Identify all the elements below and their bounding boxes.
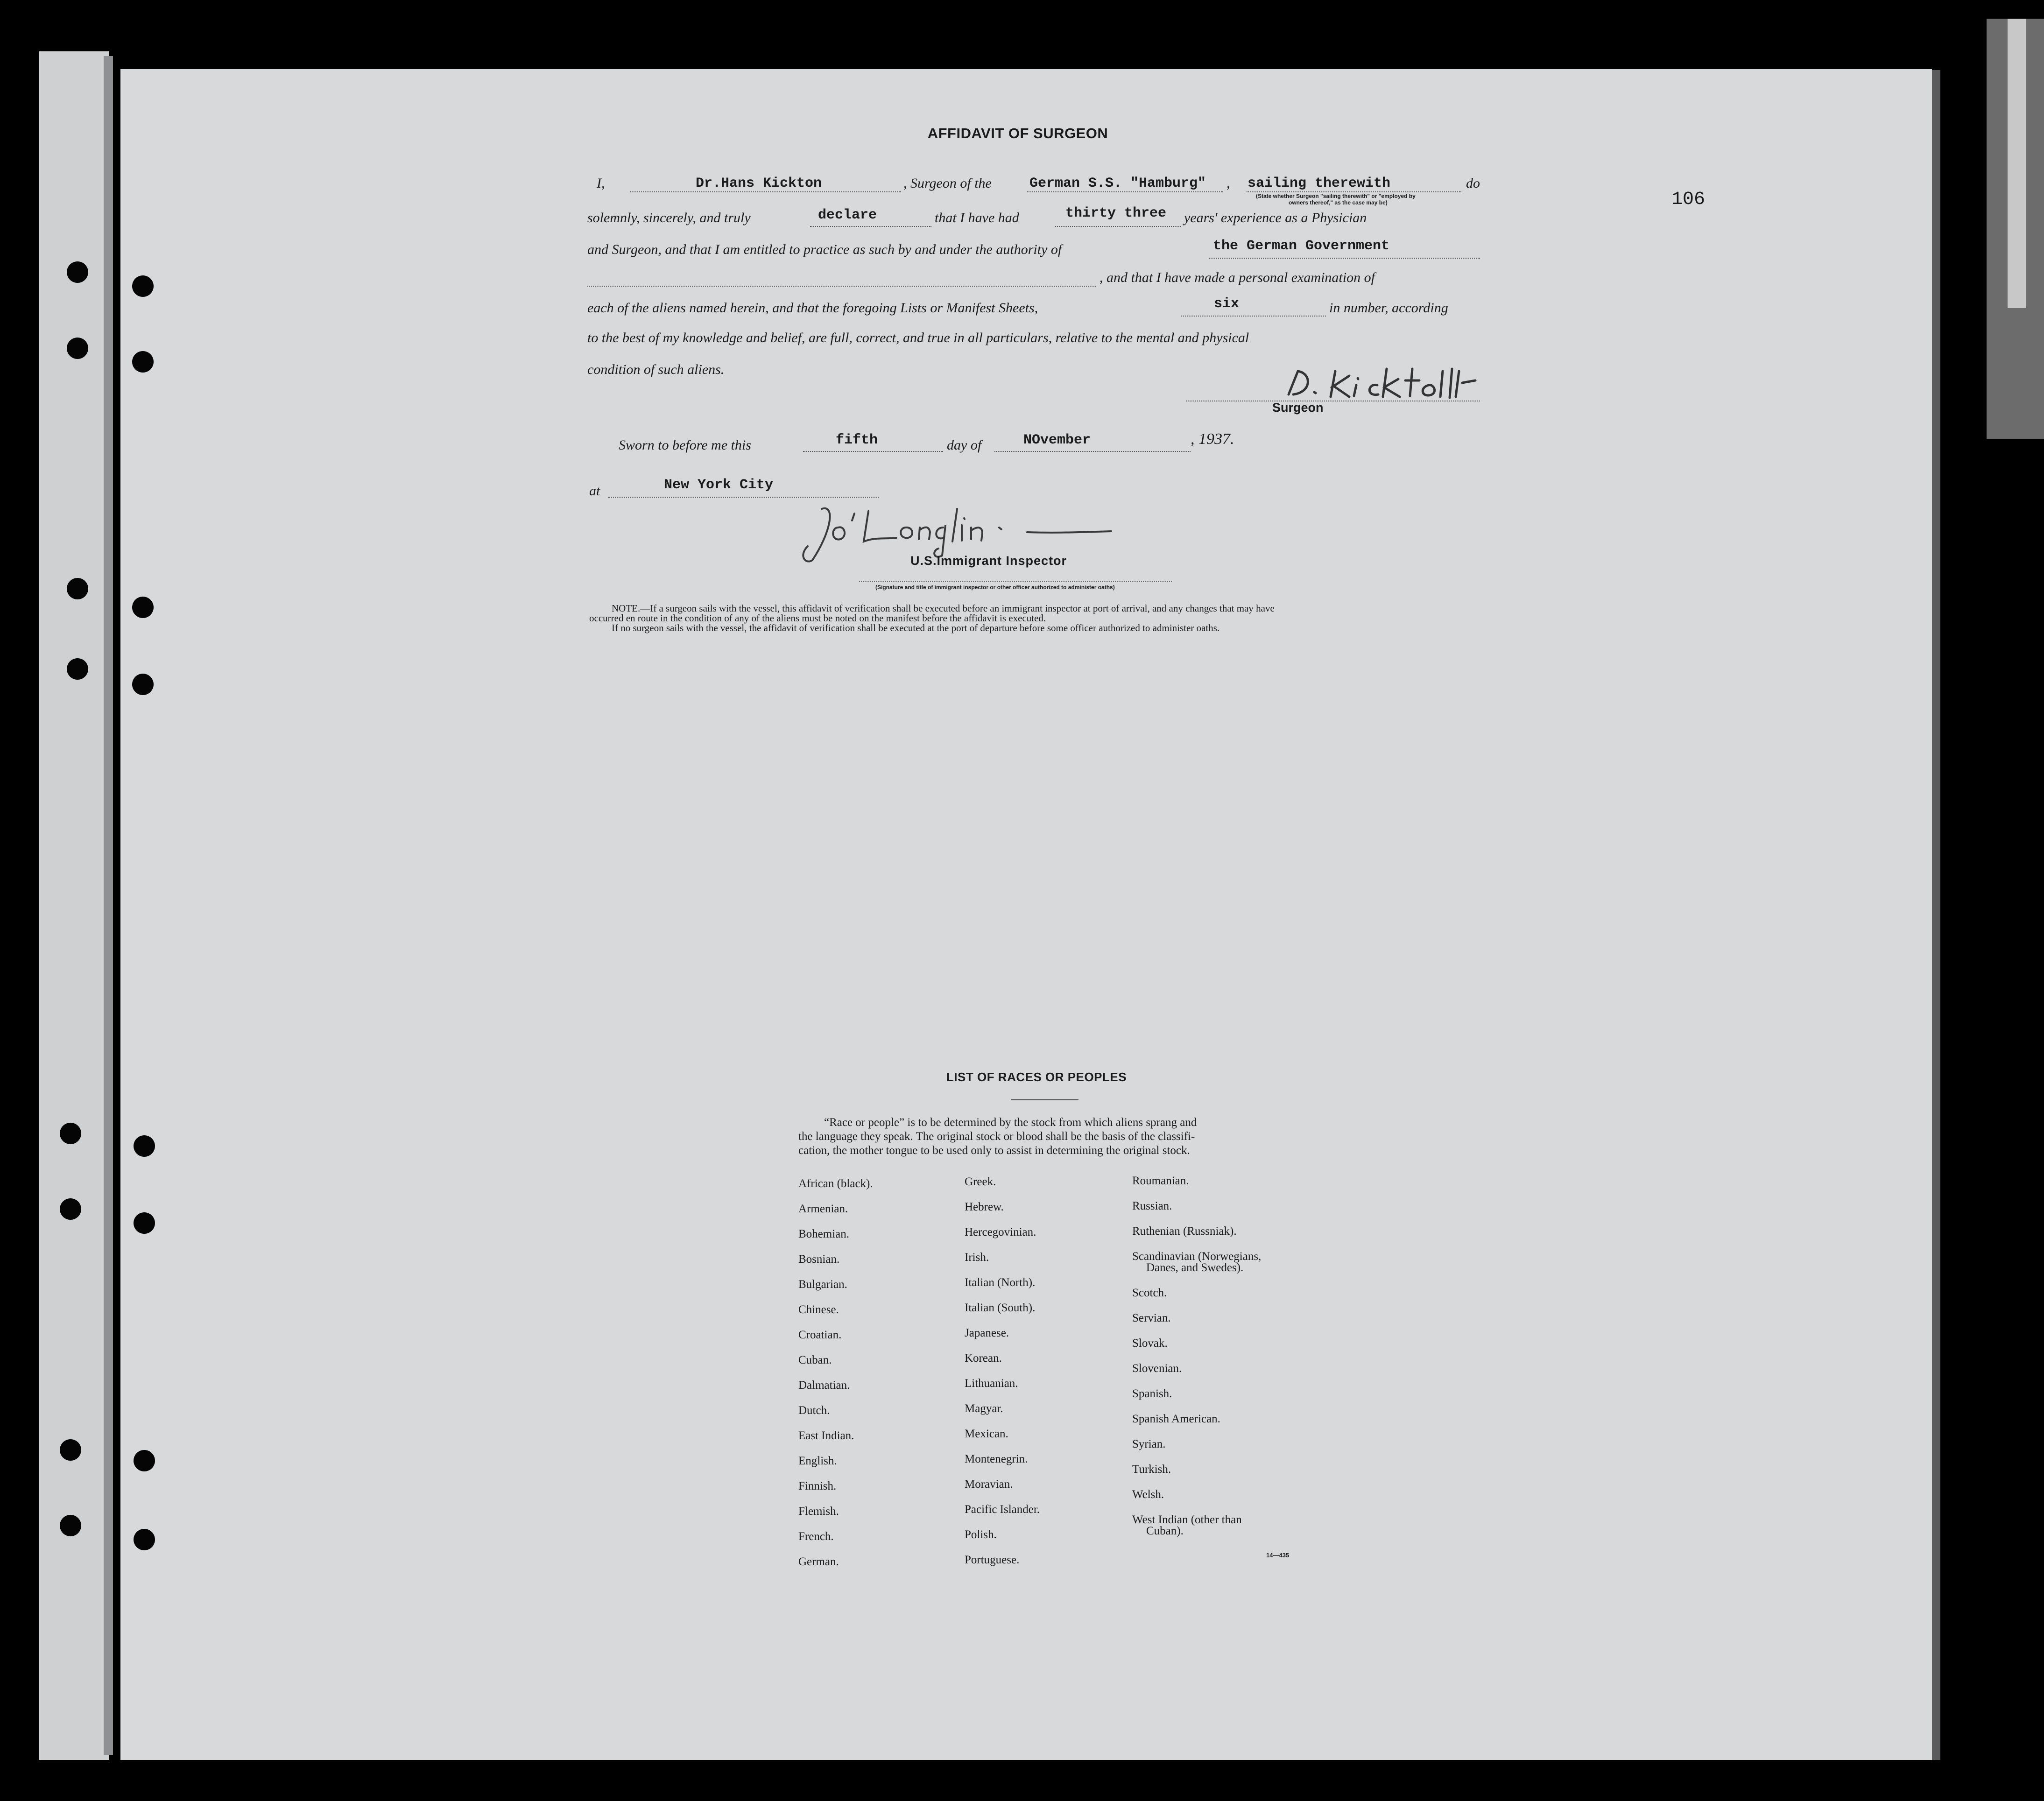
punch-hole (60, 1123, 81, 1144)
punch-hole (60, 1198, 81, 1220)
race-item: Mexican. (965, 1428, 1008, 1440)
line3-prefix: and Surgeon, and that I am entitled to practice as such by and under the authority of (587, 242, 1062, 257)
punch-hole (67, 658, 88, 680)
line1-comma: , (1226, 176, 1230, 191)
race-item: Flemish. (798, 1505, 839, 1518)
race-item: Finnish. (798, 1480, 837, 1492)
line5-prefix: each of the aliens named herein, and that the foregoing Lists or Manifest Sheets, (587, 300, 1038, 316)
race-item: Lithuanian. (965, 1377, 1018, 1390)
sworn-day-line (803, 451, 943, 452)
race-item: Montenegrin. (965, 1453, 1028, 1465)
race-item: Polish. (965, 1528, 997, 1541)
authority: the German Government (1213, 238, 1390, 254)
race-item: West Indian (other than (1132, 1513, 1242, 1526)
race-item: Magyar. (965, 1402, 1003, 1415)
race-item: English. (798, 1455, 837, 1467)
film-edge-highlight (2008, 19, 2026, 308)
punch-hole (60, 1439, 81, 1461)
sworn-year: , 1937. (1191, 430, 1234, 448)
punch-hole (67, 338, 88, 359)
years-experience: thirty three (1065, 205, 1167, 221)
punch-hole (134, 1450, 155, 1471)
line1-prefix: I, (597, 176, 605, 191)
race-item: Greek. (965, 1175, 996, 1188)
race-item: Slovak. (1132, 1337, 1168, 1350)
sheets-line (1181, 316, 1326, 317)
race-item: Scotch. (1132, 1287, 1167, 1299)
left-page-edge (104, 56, 113, 1755)
place-line (608, 497, 879, 498)
declare-line (810, 226, 931, 227)
punch-hole (134, 1529, 155, 1550)
punch-hole (134, 1135, 155, 1157)
race-item: Pacific Islander. (965, 1503, 1040, 1516)
sailing-hint-1: (State whether Surgeon "sailing therewith" or "employed by (1256, 193, 1416, 199)
sheets-count: six (1214, 296, 1240, 312)
authority-continuation-line (587, 286, 1096, 287)
race-item: Italian (South). (965, 1302, 1036, 1314)
inspector-hint: (Signature and title of immigrant inspector or other officer authorized to administer oaths) (875, 584, 1115, 591)
race-item: Spanish American. (1132, 1413, 1220, 1425)
ship-line (1027, 191, 1223, 192)
years-line (1055, 226, 1181, 227)
sailing-hint-2: owners thereof," as the case may be) (1289, 199, 1388, 206)
punch-hole (132, 597, 154, 618)
note-line-3: If no surgeon sails with the vessel, the affidavit of verification shall be executed at the port of departure before some officer authorized to administer oaths. (612, 622, 1220, 633)
punch-hole (60, 1515, 81, 1536)
at-prefix: at (589, 483, 600, 499)
ship-name: German S.S. "Hamburg" (1029, 176, 1206, 191)
race-item: Scandinavian (Norwegians, (1132, 1250, 1262, 1263)
sailing-line (1247, 191, 1461, 192)
races-para-line-2: the language they speak. The original stock or blood shall be the basis of the classifi- (798, 1130, 1195, 1143)
surgeon-name: Dr.Hans Kickton (696, 176, 822, 191)
affidavit-title: AFFIDAVIT OF SURGEON (927, 125, 1108, 141)
race-item: Cuban. (798, 1354, 832, 1366)
race-item: Roumanian. (1132, 1175, 1189, 1187)
punch-hole (134, 1212, 155, 1234)
line2-prefix: solemnly, sincerely, and truly (587, 210, 751, 225)
note-line-2: occurred en route in the condition of any of the aliens must be noted on the manifest before the affidavit is executed. (589, 612, 1046, 624)
race-item: German. (798, 1555, 839, 1568)
race-item: Spanish. (1132, 1387, 1172, 1400)
surgeon-name-line (630, 191, 901, 192)
line2-suffix: years' experience as a Physician (1184, 210, 1367, 225)
line5-suffix: in number, according (1329, 300, 1448, 316)
page-edge-shadow (1932, 70, 1940, 1760)
surgeon-signature (1279, 359, 1485, 406)
race-item: Turkish. (1132, 1463, 1171, 1476)
race-item: Hebrew. (965, 1201, 1004, 1213)
note-line-1: NOTE.—If a surgeon sails with the vessel, this affidavit of verification shall be executed before an immigrant inspector at port of arrival, and any changes that may have (612, 603, 1275, 614)
form-code: 14—435 (1266, 1552, 1290, 1559)
races-para-line-3: cation, the mother tongue to be used only to assist in determining the original stock. (798, 1144, 1190, 1157)
race-item: Danes, and Swedes). (1146, 1261, 1244, 1274)
race-item: Bohemian. (798, 1228, 850, 1240)
line1-suffix: do (1466, 176, 1480, 191)
sworn-mid: day of (947, 437, 982, 453)
punch-hole (67, 578, 88, 599)
race-item: Welsh. (1132, 1488, 1164, 1501)
line6: to the best of my knowledge and belief, are full, correct, and true in all particulars, relative to the mental and physical (587, 330, 1249, 345)
left-page-strip (39, 51, 109, 1760)
races-title: LIST OF RACES OR PEOPLES (946, 1070, 1127, 1084)
sworn-month-line (994, 451, 1191, 452)
race-item: Dalmatian. (798, 1379, 850, 1392)
race-item: French. (798, 1530, 834, 1543)
race-item: Bulgarian. (798, 1278, 847, 1291)
race-item: Korean. (965, 1352, 1002, 1365)
sworn-month: NOvember (1023, 432, 1091, 448)
race-item: Servian. (1132, 1312, 1171, 1324)
inspector-label: U.S.Immigrant Inspector (910, 554, 1067, 568)
race-item: Chinese. (798, 1303, 839, 1316)
race-item: Cuban). (1146, 1525, 1184, 1537)
punch-hole (132, 674, 154, 695)
race-item: African (black). (798, 1177, 873, 1190)
inspector-line (859, 581, 1172, 582)
race-item: Ruthenian (Russniak). (1132, 1225, 1237, 1238)
line2-mid: that I have had (935, 210, 1019, 225)
declare-word: declare (818, 207, 877, 223)
line1-mid: , Surgeon of the (903, 176, 992, 191)
sworn-prefix: Sworn to before me this (619, 437, 751, 453)
line4-suffix: , and that I have made a personal examination of (1100, 270, 1375, 285)
authority-line (1209, 258, 1480, 259)
race-item: Syrian. (1132, 1438, 1166, 1450)
races-para-line-1: “Race or people” is to be determined by the stock from which aliens sprang and (824, 1116, 1197, 1129)
races-title-rule (1011, 1099, 1078, 1100)
race-item: Dutch. (798, 1404, 830, 1417)
race-item: Russian. (1132, 1200, 1172, 1212)
sailing-status: sailing therewith (1248, 176, 1391, 191)
race-item: Armenian. (798, 1203, 848, 1215)
race-item: Portuguese. (965, 1554, 1020, 1566)
race-item: Japanese. (965, 1327, 1009, 1339)
race-item: Moravian. (965, 1478, 1013, 1491)
race-item: Irish. (965, 1251, 989, 1264)
race-item: Croatian. (798, 1329, 842, 1341)
sworn-place: New York City (664, 477, 774, 493)
race-item: Bosnian. (798, 1253, 840, 1266)
surgeon-label: Surgeon (1272, 401, 1324, 415)
sworn-day: fifth (836, 432, 878, 448)
punch-hole (67, 261, 88, 283)
race-item: Hercegovinian. (965, 1226, 1036, 1238)
race-item: Italian (North). (965, 1276, 1036, 1289)
race-item: East Indian. (798, 1429, 854, 1442)
race-item: Slovenian. (1132, 1362, 1182, 1375)
page-number: 106 (1671, 189, 1706, 210)
line7: condition of such aliens. (587, 362, 725, 377)
punch-hole (132, 351, 154, 373)
punch-hole (132, 275, 154, 297)
